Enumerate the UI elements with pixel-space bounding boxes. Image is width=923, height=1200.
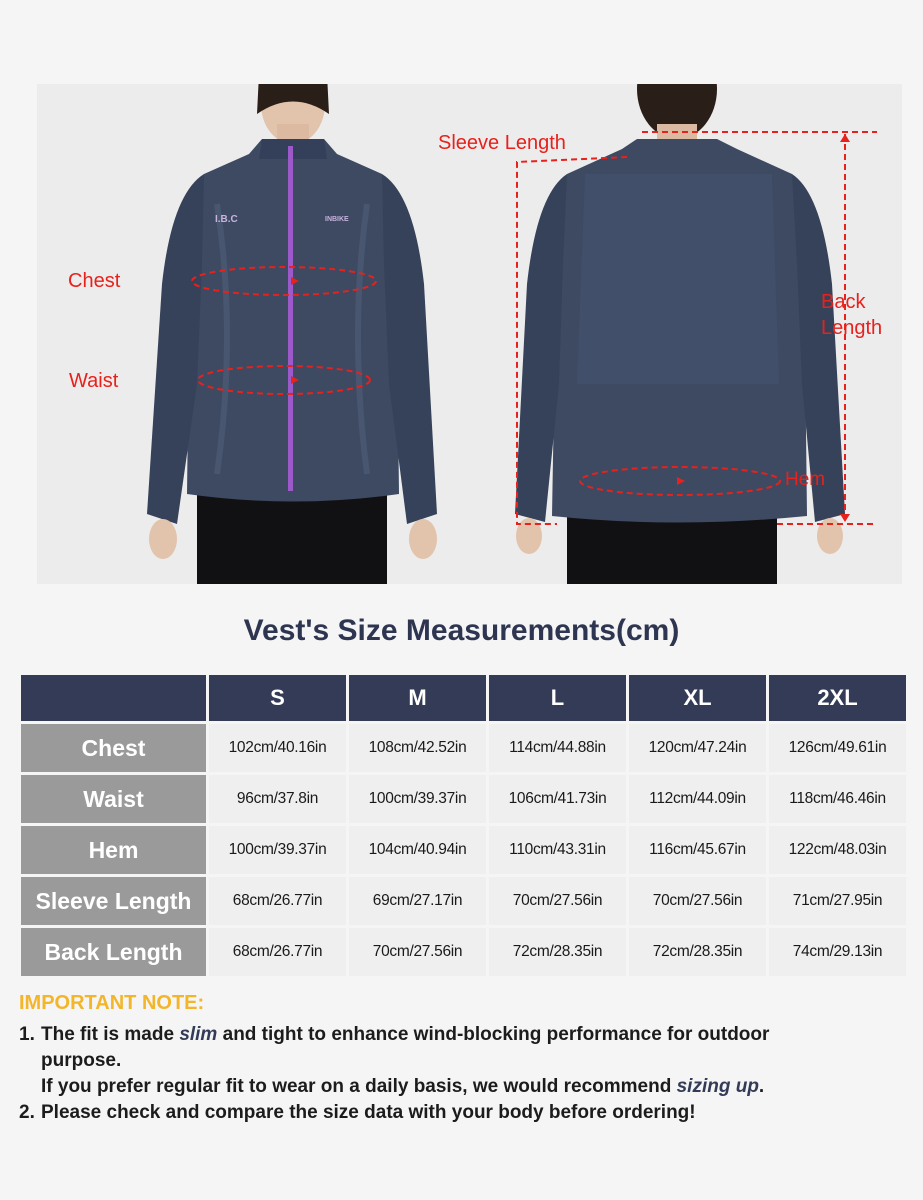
table-row: [21, 775, 906, 823]
note-1-line-3: [19, 1074, 764, 1100]
important-note-heading: IMPORTANT NOTE:: [19, 992, 205, 1014]
table-cell: 122cm/48.03in: [769, 826, 906, 874]
note-1-number: 1.: [19, 1024, 35, 1045]
note-1-line-3-text: If you prefer regular fit to wear on a daily basis, we would recommend: [41, 1076, 677, 1097]
note-2-text: Please check and compare the size data with your body before ordering!: [41, 1102, 696, 1123]
front-view: [147, 84, 437, 584]
table-cell: 71cm/27.95in: [769, 877, 906, 925]
table-row: [21, 826, 906, 874]
row-label-sleeve-length: Sleeve Length: [21, 877, 206, 925]
table-cell: 96cm/37.8in: [209, 775, 346, 823]
note-1-line-2: purpose.: [41, 1050, 122, 1071]
table-cell: 68cm/26.77in: [209, 928, 346, 976]
note-2-number: 2.: [19, 1102, 35, 1123]
table-row: [21, 877, 906, 925]
size-header-l: L: [489, 675, 626, 721]
table-cell: 106cm/41.73in: [489, 775, 626, 823]
table-cell: 126cm/49.61in: [769, 724, 906, 772]
table-cell: 108cm/42.52in: [349, 724, 486, 772]
table-cell: 112cm/44.09in: [629, 775, 766, 823]
size-header-xl: XL: [629, 675, 766, 721]
size-header-m: M: [349, 675, 486, 721]
note-2: [19, 1100, 696, 1126]
table-cell: 104cm/40.94in: [349, 826, 486, 874]
table-cell: 114cm/44.88in: [489, 724, 626, 772]
label-waist: Waist: [69, 370, 119, 392]
table-cell: 69cm/27.17in: [349, 877, 486, 925]
table-cell: 100cm/39.37in: [209, 826, 346, 874]
jacket-logo-ibc: I.B.C: [215, 214, 238, 225]
table-cell: 100cm/39.37in: [349, 775, 486, 823]
row-label-waist: Waist: [21, 775, 206, 823]
table-cell: 74cm/29.13in: [769, 928, 906, 976]
jacket-logo-inbike: INBIKE: [325, 216, 349, 223]
table-cell: 70cm/27.56in: [629, 877, 766, 925]
table-row: [21, 928, 906, 976]
product-photo-panel: [37, 84, 902, 584]
table-cell: 70cm/27.56in: [349, 928, 486, 976]
table-cell: 102cm/40.16in: [209, 724, 346, 772]
label-chest: Chest: [68, 270, 121, 292]
size-header-row: [21, 675, 906, 721]
jacket-illustration: [37, 84, 902, 584]
row-label-chest: Chest: [21, 724, 206, 772]
label-sleeve-length: Sleeve Length: [438, 132, 566, 154]
table-cell: 110cm/43.31in: [489, 826, 626, 874]
table-cell: 72cm/28.35in: [489, 928, 626, 976]
table-cell: 116cm/45.67in: [629, 826, 766, 874]
table-cell: 70cm/27.56in: [489, 877, 626, 925]
size-header-s: S: [209, 675, 346, 721]
page-title: Vest's Size Measurements(cm): [243, 614, 680, 647]
note-1-text-a: The fit is made: [41, 1024, 180, 1045]
label-back-length-line1: Back: [821, 291, 866, 313]
note-1-line-1: [19, 1022, 769, 1048]
table-corner-cell: [21, 675, 206, 721]
note-1-emphasis-sizing-up: sizing up: [676, 1076, 759, 1097]
table-row: [21, 724, 906, 772]
note-1-line-3-period: .: [758, 1076, 765, 1097]
row-label-hem: Hem: [21, 826, 206, 874]
size-header-2xl: 2XL: [769, 675, 906, 721]
table-cell: 72cm/28.35in: [629, 928, 766, 976]
table-cell: 118cm/46.46in: [769, 775, 906, 823]
label-back-length-line2: Length: [821, 317, 883, 339]
table-cell: 68cm/26.77in: [209, 877, 346, 925]
note-1-text-b: and tight to enhance wind-blocking performance for outdoor: [217, 1024, 770, 1045]
table-cell: 120cm/47.24in: [629, 724, 766, 772]
note-1-emphasis-slim: slim: [179, 1024, 218, 1045]
size-table: [18, 672, 909, 979]
label-hem: Hem: [785, 469, 826, 490]
row-label-back-length: Back Length: [21, 928, 206, 976]
